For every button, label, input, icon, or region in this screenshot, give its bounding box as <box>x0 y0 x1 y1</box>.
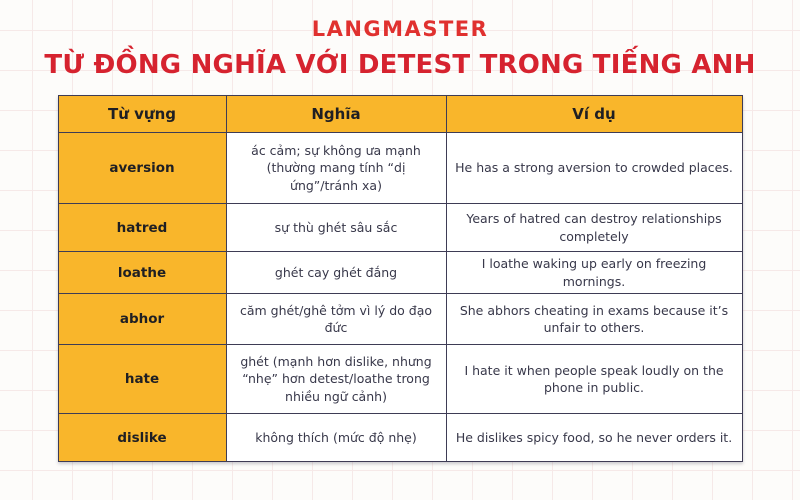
example-cell: She abhors cheating in exams because it’s unfair to others. <box>446 294 742 345</box>
meaning-cell: ghét cay ghét đắng <box>226 252 446 294</box>
table-row <box>58 204 742 252</box>
meaning-cell: ác cảm; sự không ưa mạnh (thường mang tính “dị ứng”/tránh xa) <box>226 133 446 204</box>
meaning-cell: ghét (mạnh hơn dislike, nhưng “nhẹ” hơn detest/loathe trong nhiều ngữ cảnh) <box>226 345 446 414</box>
meaning-cell: không thích (mức độ nhẹ) <box>226 414 446 462</box>
table-row <box>58 133 742 204</box>
meaning-cell: sự thù ghét sâu sắc <box>226 204 446 252</box>
example-cell: He has a strong aversion to crowded places. <box>446 133 742 204</box>
meaning-cell: căm ghét/ghê tởm vì lý do đạo đức <box>226 294 446 345</box>
word-cell: dislike <box>58 414 226 462</box>
example-cell: I loathe waking up early on freezing mornings. <box>446 252 742 294</box>
column-header-meaning: Nghĩa <box>226 96 446 133</box>
word-cell: loathe <box>58 252 226 294</box>
example-cell: He dislikes spicy food, so he never orders it. <box>446 414 742 462</box>
word-cell: hatred <box>58 204 226 252</box>
word-cell: aversion <box>58 133 226 204</box>
table-row <box>58 294 742 345</box>
column-header-example: Ví dụ <box>446 96 742 133</box>
example-cell: I hate it when people speak loudly on the phone in public. <box>446 345 742 414</box>
brand-logo: LANGMASTER <box>311 17 489 41</box>
page-title: TỪ ĐỒNG NGHĨA VỚI DETEST TRONG TIẾNG ANH <box>44 50 756 80</box>
table-row <box>58 414 742 462</box>
word-cell: abhor <box>58 294 226 345</box>
example-cell: Years of hatred can destroy relationships completely <box>446 204 742 252</box>
table-header-row <box>58 96 742 133</box>
word-cell: hate <box>58 345 226 414</box>
vocab-table <box>58 95 743 462</box>
table-row <box>58 252 742 294</box>
table-row <box>58 345 742 414</box>
column-header-word: Từ vựng <box>58 96 226 133</box>
